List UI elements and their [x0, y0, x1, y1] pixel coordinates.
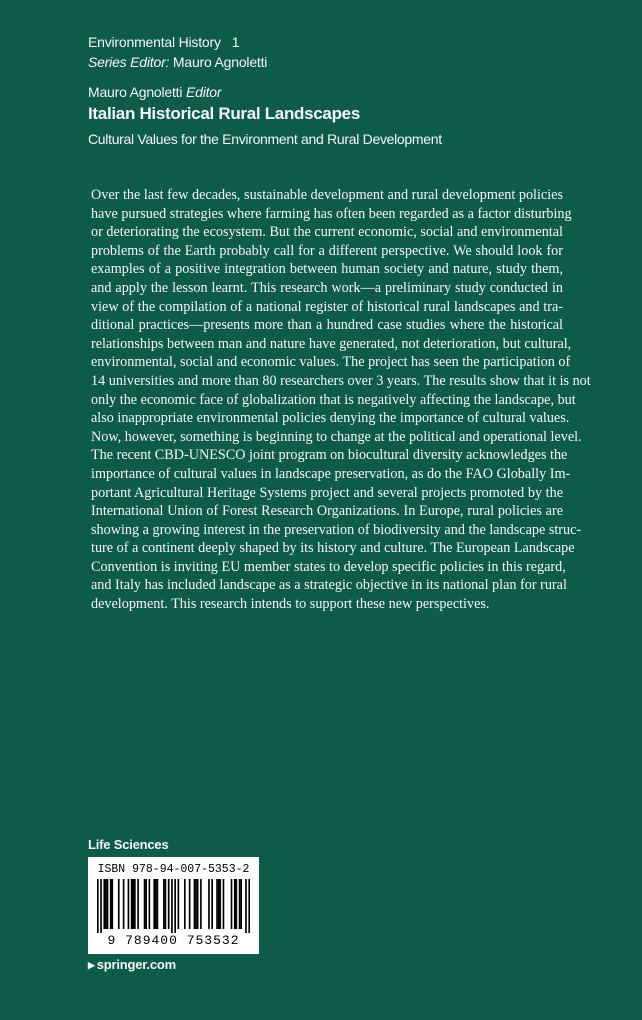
barcode-bar — [107, 879, 109, 929]
barcode-bar — [111, 879, 113, 929]
barcode-bar — [248, 879, 250, 933]
barcode-bar — [155, 879, 157, 929]
blurb-line: showing a growing interest in the preservation of biodiversity and the landscape struc- — [91, 521, 582, 538]
blurb-line: portant Agricultural Heritage Systems project and several projects promoted by the — [91, 484, 563, 501]
series-editor — [88, 54, 267, 70]
barcode-bar — [219, 879, 221, 929]
blurb-line: ditional practices—presents more than a hundred case studies where the historical — [91, 317, 563, 334]
barcode-bar — [171, 879, 173, 933]
barcode-bar — [174, 879, 176, 933]
barcode-bar — [118, 879, 120, 929]
blurb-line: only the economic face of globalization that is negatively affecting the landscape, but — [91, 391, 576, 408]
barcode-bar — [211, 879, 213, 929]
blurb-line: environmental, social and economic values. The project has seen the participation of — [91, 354, 571, 371]
barcode-bar — [123, 879, 125, 929]
series-editor-name: Mauro Agnoletti — [169, 54, 268, 70]
barcode-bar — [231, 879, 233, 929]
back-cover-blurb — [91, 186, 591, 614]
barcode-bar — [100, 879, 102, 933]
blurb-line: Convention is inviting EU member states to develop specific policies in this regard, — [91, 558, 566, 575]
isbn-text: ISBN 978-94-007-5353-2 — [97, 863, 250, 876]
barcode-bar — [168, 879, 170, 929]
barcode-bar — [131, 879, 133, 929]
barcode-bar — [189, 879, 191, 929]
barcode-bar — [144, 879, 146, 929]
publisher-url-text: springer.com — [96, 957, 176, 972]
barcode-bar — [236, 879, 238, 929]
isbn-barcode — [88, 857, 259, 954]
blurb-line: have pursued strategies where farming has often been regarded as a factor disturbing — [91, 205, 572, 222]
barcode-bar — [149, 879, 151, 929]
blurb-line: relationships between man and nature have generated, not deterioration, but cultural, — [91, 335, 572, 352]
book-title: Italian Historical Rural Landscapes — [88, 104, 360, 123]
blurb-line: development. This research intends to support these new perspectives. — [91, 596, 490, 613]
barcode-bars — [97, 879, 250, 933]
blurb-line: Over the last few decades, sustainable development and rural development policies — [91, 187, 563, 203]
blurb-line: and Italy has included landscape as a strategic objective in its national plan for rural — [91, 577, 567, 594]
barcode-bar — [103, 879, 105, 929]
barcode-bar — [137, 879, 139, 929]
blurb-line: problems of the Earth probably call for a different perspective. We should look for — [91, 242, 563, 259]
editor-name: Mauro Agnoletti — [88, 84, 186, 100]
book-subtitle: Cultural Values for the Environment and Rural Development — [88, 131, 442, 147]
blurb-line: importance of cultural values in landscape preservation, as do the FAO Globally Im- — [91, 465, 571, 482]
barcode-bar — [157, 879, 159, 929]
ean-digits: 9 789400 753532 — [107, 933, 240, 948]
blurb-line: 14 universities and more than 80 researchers over 3 years. The results show that it is not — [91, 372, 591, 389]
barcode-bar — [184, 879, 186, 929]
barcode-bar — [197, 879, 199, 929]
barcode-bar — [128, 879, 130, 929]
blurb-line: Now, however, something is beginning to change at the political and operational level. — [91, 428, 582, 445]
barcode-bar — [208, 879, 210, 929]
blurb-line: examples of a positive integration between human society and nature, study them, — [91, 261, 563, 278]
barcode-bar — [105, 879, 107, 929]
series-editor-label: Series Editor: — [88, 54, 170, 70]
blurb-line: The recent CBD-UNESCO joint program on biocultural diversity acknowledges the — [91, 447, 568, 464]
barcode-bar — [153, 879, 155, 929]
barcode-bar — [240, 879, 242, 929]
barcode-bar — [165, 879, 167, 929]
barcode-bar — [145, 879, 147, 929]
editor-label: Editor — [185, 84, 222, 100]
barcode-bar — [218, 879, 220, 929]
publisher-url[interactable] — [88, 957, 176, 972]
barcode-bar — [195, 879, 197, 929]
editor-line — [88, 84, 221, 100]
blurb-line: or deteriorating the ecosystem. But the current economic, social and environmental — [91, 224, 563, 241]
blurb-line: International Union of Forest Research Organizations. In Europe, rural policies are — [91, 503, 563, 520]
triangle-right-icon: ▶ — [88, 960, 95, 970]
blurb-line: also inappropriate environmental policies denying the importance of cultural values. — [91, 410, 570, 427]
barcode-bar — [216, 879, 218, 929]
barcode-bar — [97, 879, 99, 933]
barcode-bar — [134, 879, 136, 929]
barcode-bar — [178, 879, 180, 929]
barcode-bar — [245, 879, 247, 933]
barcode-bar — [239, 879, 241, 929]
barcode-bar — [223, 879, 225, 929]
blurb-line: view of the compilation of a national register of historical rural landscapes and tra- — [91, 298, 563, 315]
series-title: Environmental History 1 — [88, 34, 240, 50]
barcode-bar — [200, 879, 202, 929]
barcode-bar — [194, 879, 196, 929]
barcode-bar — [110, 879, 112, 929]
blurb-line: and apply the lesson learnt. This research work—a preliminary study conducted in — [91, 279, 563, 296]
blurb-line: ture of a continent deeply shaped by its history and culture. The European Landscape — [91, 540, 575, 557]
barcode-bar — [234, 879, 236, 929]
subject-category: Life Sciences — [88, 837, 169, 852]
barcode-bar — [163, 879, 165, 929]
barcode-bar — [132, 879, 134, 929]
